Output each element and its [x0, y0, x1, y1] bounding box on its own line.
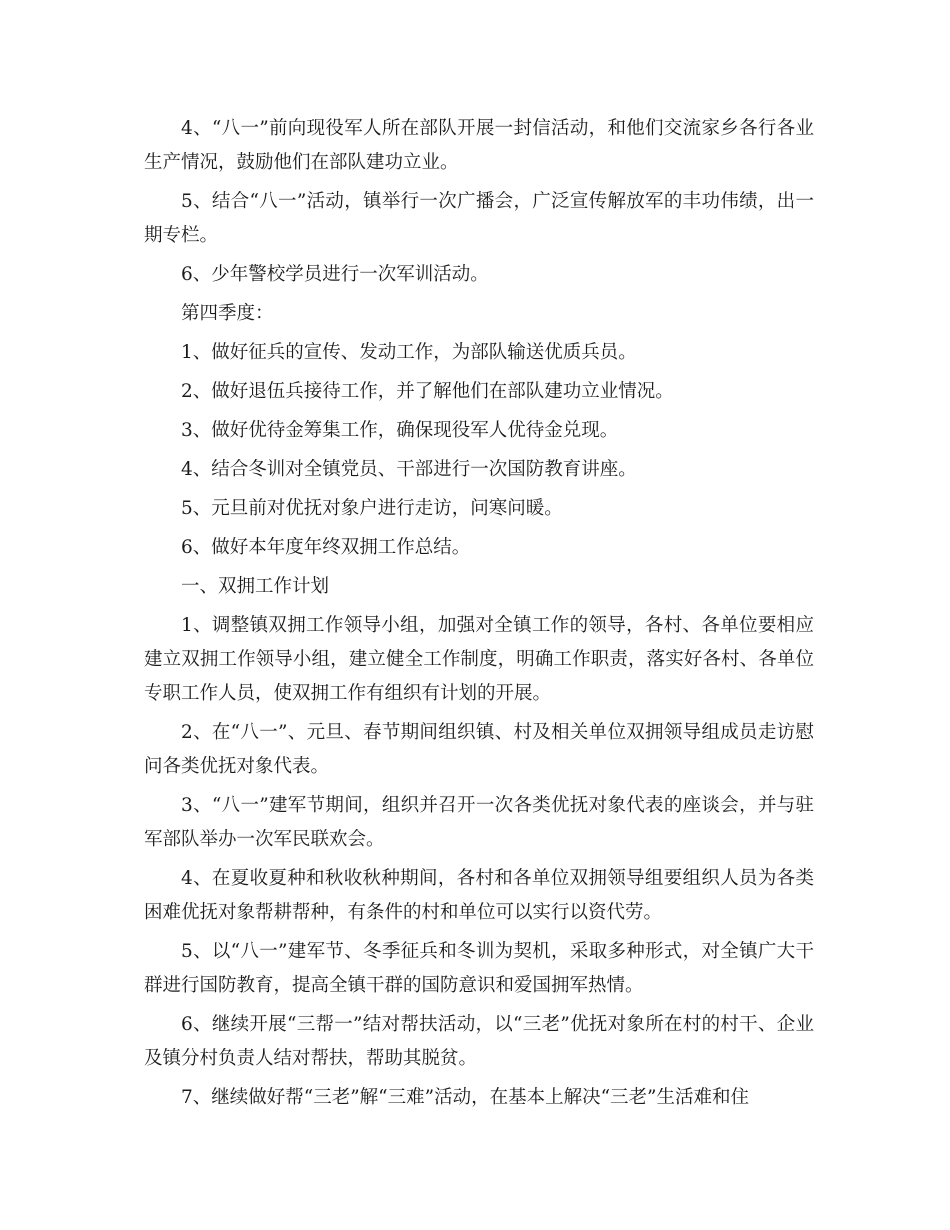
paragraph: 4、“八一”前向现役军人所在部队开展一封信活动，和他们交流家乡各行各业生产情况，鼓励他们在部队建功立业。: [144, 118, 814, 173]
paragraph: 4、结合冬训对全镇党员、干部进行一次国防教育讲座。: [181, 459, 637, 480]
paragraph: 7、继续做好帮“三老”解“三难”活动，在基本上解决“三老”生活难和住: [181, 1087, 750, 1108]
paragraph: 5、以“八一”建军节、冬季征兵和冬训为契机，采取多种形式，对全镇广大干群进行国防教育，提高全镇干群的国防意识和爱国拥军热情。: [144, 941, 814, 996]
paragraph: 5、结合“八一”活动，镇举行一次广播会，广泛宣传解放军的丰功伟绩，出一期专栏。: [144, 191, 814, 246]
section-heading: 一、双拥工作计划: [181, 576, 330, 597]
paragraph: 1、做好征兵的宣传、发动工作，为部队输送优质兵员。: [181, 342, 637, 363]
paragraph: 3、做好优待金筹集工作，确保现役军人优待金兑现。: [181, 420, 619, 441]
paragraph: 6、继续开展“三帮一”结对帮扶活动，以“三老”优抚对象所在村的村干、企业及镇分村负责人结对帮扶，帮助其脱贫。: [144, 1014, 814, 1069]
paragraph: 2、在“八一”、元旦、春节期间组织镇、村及相关单位双拥领导组成员走访慰问各类优抚对象代表。: [144, 722, 814, 777]
paragraph: 4、在夏收夏种和秋收秋种期间，各村和各单位双拥领导组要组织人员为各类困难优抚对象帮耕帮种，有条件的村和单位可以实行以资代劳。: [144, 868, 814, 923]
paragraph: 1、调整镇双拥工作领导小组，加强对全镇工作的领导，各村、各单位要相应建立双拥工作领导小组，建立健全工作制度，明确工作职责，落实好各村、各单位专职工作人员，使双拥工作有组织有计划的开展。: [144, 615, 814, 704]
document-body: [144, 112, 814, 1120]
paragraph: 3、“八一”建军节期间，组织并召开一次各类优抚对象代表的座谈会，并与驻军部队举办一次军民联欢会。: [144, 795, 814, 850]
paragraph: 6、少年警校学员进行一次军训活动。: [181, 264, 489, 285]
section-heading: 第四季度：: [181, 303, 274, 324]
paragraph: 5、元旦前对优抚对象户进行走访，问寒问暖。: [181, 498, 563, 519]
paragraph: 2、做好退伍兵接待工作，并了解他们在部队建功立业情况。: [181, 381, 674, 402]
paragraph: 6、做好本年度年终双拥工作总结。: [181, 537, 471, 558]
